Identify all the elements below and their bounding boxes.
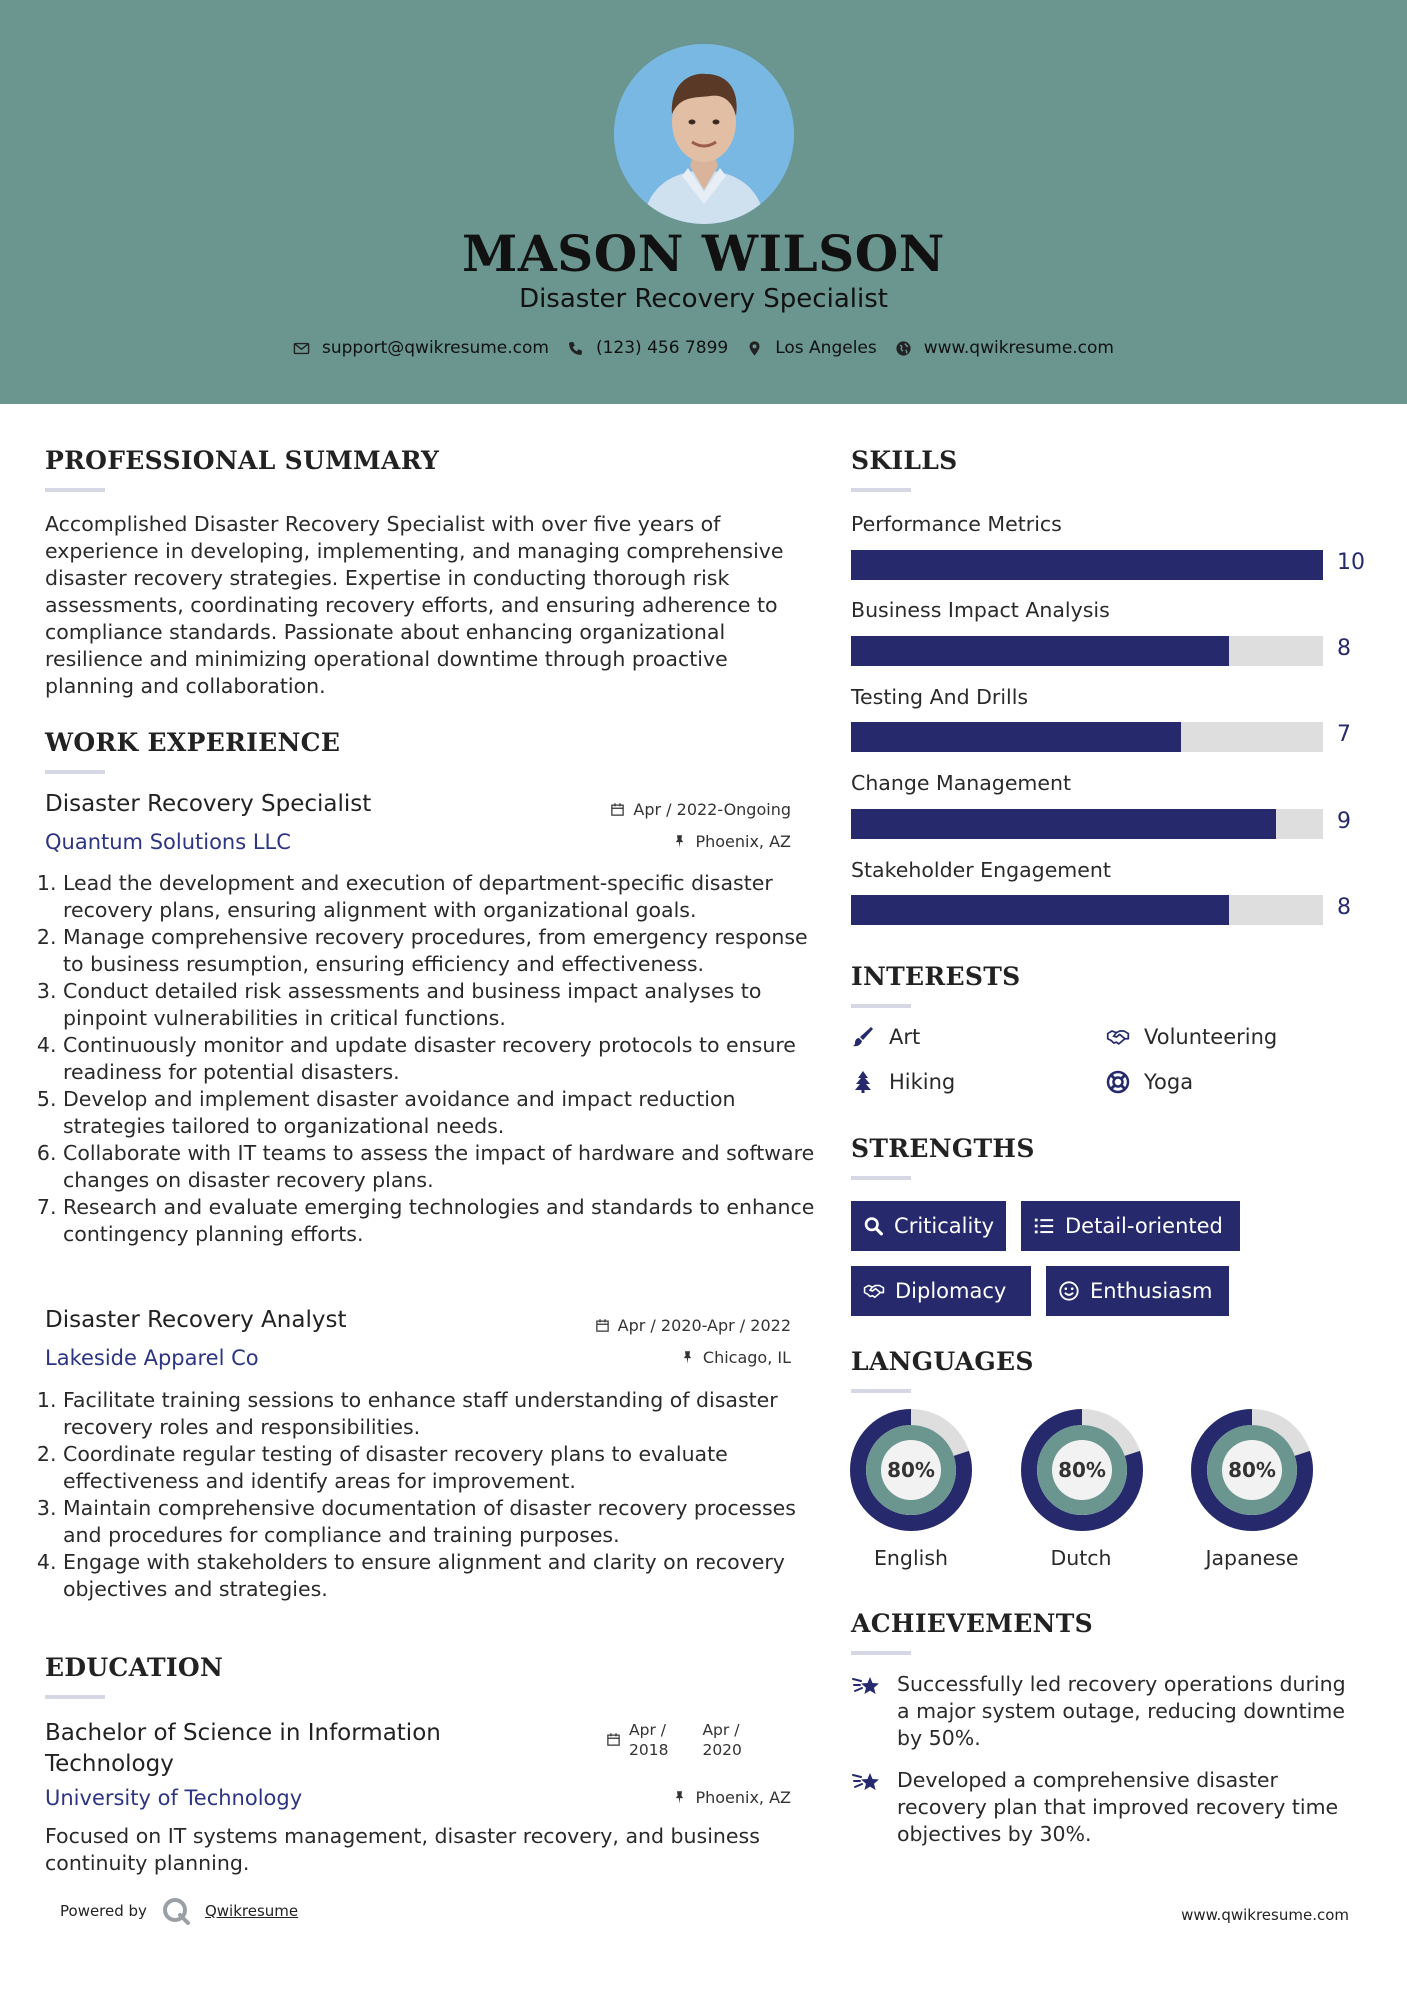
language-name: Dutch bbox=[1050, 1546, 1112, 1570]
achievement-item: Developed a comprehensive disaster recovery plan that improved recovery time objectives by 30%. bbox=[851, 1767, 1361, 1848]
section-divider bbox=[45, 488, 105, 492]
language-name: English bbox=[873, 1546, 949, 1570]
duty-item: 1. Facilitate training sessions to enhance staff understanding of disaster recovery roles and responsibilities. bbox=[63, 1387, 815, 1441]
brand-link[interactable]: Qwikresume bbox=[204, 1902, 299, 1920]
duty-item: 4. Continuously monitor and update disaster recovery protocols to ensure readiness for potential disasters. bbox=[63, 1032, 815, 1086]
duty-item: 3. Maintain comprehensive documentation of disaster recovery processes and procedures for compliance and training purposes. bbox=[63, 1495, 815, 1549]
interest-item: Volunteering bbox=[1106, 1025, 1277, 1049]
skills-heading: SKILLS bbox=[851, 446, 958, 475]
strength-badge: Diplomacy bbox=[851, 1266, 1031, 1316]
language-ring-chart bbox=[1190, 1408, 1314, 1532]
skill-label: Performance Metrics bbox=[851, 512, 1062, 536]
contact-email[interactable] bbox=[293, 338, 549, 358]
duty-item: 6. Collaborate with IT teams to assess the impact of hardware and software changes on disaster recovery plans. bbox=[63, 1140, 815, 1194]
section-divider bbox=[851, 1651, 911, 1655]
interest-item: Yoga bbox=[1106, 1070, 1193, 1094]
language-ring bbox=[849, 1408, 973, 1532]
contact-website[interactable] bbox=[895, 338, 1114, 358]
skill-label: Testing And Drills bbox=[851, 685, 1029, 709]
skill-value: 10 bbox=[1337, 550, 1365, 575]
smile-icon bbox=[1058, 1280, 1080, 1302]
footer-website[interactable]: www.qwikresume.com bbox=[1181, 1906, 1349, 1924]
handshake-icon bbox=[1106, 1025, 1130, 1049]
skill-bar bbox=[851, 636, 1323, 666]
list-icon bbox=[1033, 1215, 1055, 1237]
strength-badge: Criticality bbox=[851, 1201, 1006, 1251]
language-percent: 80% bbox=[1058, 1458, 1106, 1482]
section-divider bbox=[45, 770, 105, 774]
education-heading: EDUCATION bbox=[45, 1653, 224, 1682]
section-divider bbox=[851, 1176, 911, 1180]
phone-text: (123) 456 7899 bbox=[595, 338, 729, 358]
education-dates: Apr / 2018 Apr / 2020 bbox=[606, 1720, 742, 1760]
experience-heading: WORK EXPERIENCE bbox=[45, 728, 341, 757]
language-ring-chart bbox=[849, 1408, 973, 1532]
job-dates: Apr / 2022-Ongoing bbox=[610, 800, 791, 819]
skill-value: 7 bbox=[1337, 722, 1351, 747]
strength-badge: Detail-oriented bbox=[1021, 1201, 1240, 1251]
skill-bar-fill bbox=[851, 895, 1229, 925]
section-divider bbox=[45, 1695, 105, 1699]
job-location: Phoenix, AZ bbox=[672, 832, 791, 851]
calendar-icon bbox=[606, 1732, 621, 1747]
interests-heading: INTERESTS bbox=[851, 962, 1021, 991]
location-text: Los Angeles bbox=[775, 338, 877, 358]
pushpin-icon bbox=[672, 1790, 687, 1805]
skill-bar bbox=[851, 809, 1323, 839]
section-divider bbox=[851, 488, 911, 492]
contact-location bbox=[746, 338, 877, 358]
skill-bar-fill bbox=[851, 722, 1181, 752]
map-pin-icon bbox=[746, 340, 763, 357]
company-name: Quantum Solutions LLC bbox=[45, 830, 291, 854]
job-dates: Apr / 2020-Apr / 2022 bbox=[595, 1316, 791, 1335]
candidate-name: MASON WILSON bbox=[462, 224, 945, 283]
skill-bar-fill bbox=[851, 809, 1276, 839]
email-text: support@qwikresume.com bbox=[322, 338, 549, 358]
duty-item: 1. Lead the development and execution of department-specific disaster recovery plans, ensuring alignment with organizational goals. bbox=[63, 870, 815, 924]
job-duties bbox=[45, 870, 815, 1248]
languages-heading: LANGUAGES bbox=[851, 1347, 1034, 1376]
skill-bar-fill bbox=[851, 550, 1323, 580]
company-name: Lakeside Apparel Co bbox=[45, 1346, 259, 1370]
language-percent: 80% bbox=[887, 1458, 935, 1482]
school-name: University of Technology bbox=[45, 1786, 303, 1810]
skill-value: 8 bbox=[1337, 895, 1351, 920]
job-title: Disaster Recovery Specialist bbox=[45, 791, 372, 817]
search-icon bbox=[863, 1215, 884, 1237]
envelope-icon bbox=[293, 340, 310, 357]
tree-icon bbox=[851, 1070, 875, 1094]
profile-photo bbox=[614, 44, 794, 224]
job-duties bbox=[45, 1387, 815, 1603]
phone-icon bbox=[567, 340, 584, 357]
lifering-icon bbox=[1106, 1070, 1130, 1094]
skill-label: Change Management bbox=[851, 771, 1072, 795]
language-ring-chart bbox=[1020, 1408, 1144, 1532]
education-location: Phoenix, AZ bbox=[672, 1788, 791, 1807]
strength-badge: Enthusiasm bbox=[1046, 1266, 1229, 1316]
website-text: www.qwikresume.com bbox=[923, 338, 1114, 358]
language-ring bbox=[1190, 1408, 1314, 1532]
contact-bar bbox=[0, 338, 1407, 358]
achievements-heading: ACHIEVEMENTS bbox=[851, 1609, 1093, 1638]
section-divider bbox=[851, 1004, 911, 1008]
skill-bar bbox=[851, 895, 1323, 925]
duty-item: 5. Develop and implement disaster avoidance and impact reduction strategies tailored to organizational needs. bbox=[63, 1086, 815, 1140]
resume-header bbox=[0, 0, 1407, 404]
duty-item: 7. Research and evaluate emerging technologies and standards to enhance contingency planning efforts. bbox=[63, 1194, 815, 1248]
skill-bar bbox=[851, 722, 1323, 752]
candidate-title: Disaster Recovery Specialist bbox=[519, 284, 888, 314]
pushpin-icon bbox=[680, 1350, 695, 1365]
duty-item: 4. Engage with stakeholders to ensure alignment and clarity on recovery objectives and strategies. bbox=[63, 1549, 815, 1603]
skill-label: Stakeholder Engagement bbox=[851, 858, 1111, 882]
skill-label: Business Impact Analysis bbox=[851, 598, 1110, 622]
calendar-icon bbox=[595, 1318, 610, 1333]
contact-phone[interactable] bbox=[567, 338, 728, 358]
interest-item: Art bbox=[851, 1025, 920, 1049]
education-description: Focused on IT systems management, disaster recovery, and business continuity planning. bbox=[45, 1824, 760, 1875]
summary-heading: PROFESSIONAL SUMMARY bbox=[45, 446, 440, 475]
section-divider bbox=[851, 1389, 911, 1393]
skill-value: 9 bbox=[1337, 809, 1351, 834]
skill-bar-fill bbox=[851, 636, 1229, 666]
handshake-icon bbox=[863, 1280, 885, 1302]
shooting-star-icon bbox=[851, 1765, 883, 1797]
degree-title: Bachelor of Science in Information Technology bbox=[45, 1720, 441, 1777]
globe-icon bbox=[895, 340, 912, 357]
paint-brush-icon bbox=[851, 1025, 875, 1049]
pushpin-icon bbox=[672, 834, 687, 849]
strengths-heading: STRENGTHS bbox=[851, 1134, 1035, 1163]
summary-text: Accomplished Disaster Recovery Specialist with over five years of experience in developing, implementing, and managing comprehensive disaster recovery strategies. Expertise in conducting thorough risk assessments, coordinating recovery efforts, and ensuring adherence to compliance standards. Passionate about enhancing organizational resilience and minimizing operational downtime through proactive planning and collaboration. bbox=[45, 512, 784, 698]
skill-bar bbox=[851, 550, 1323, 580]
qwikresume-logo-icon bbox=[161, 1896, 191, 1926]
job-title: Disaster Recovery Analyst bbox=[45, 1307, 347, 1333]
shooting-star-icon bbox=[851, 1669, 883, 1701]
calendar-icon bbox=[610, 802, 625, 817]
job-location: Chicago, IL bbox=[680, 1348, 791, 1367]
language-name: Japanese bbox=[1205, 1546, 1299, 1570]
interest-item: Hiking bbox=[851, 1070, 955, 1094]
duty-item: 2. Coordinate regular testing of disaster recovery plans to evaluate effectiveness and identify areas for improvement. bbox=[63, 1441, 815, 1495]
achievement-item: Successfully led recovery operations during a major system outage, reducing downtime by 50%. bbox=[851, 1671, 1361, 1752]
duty-item: 2. Manage comprehensive recovery procedures, from emergency response to business resumption, ensuring efficiency and effectiveness. bbox=[63, 924, 815, 978]
duty-item: 3. Conduct detailed risk assessments and business impact analyses to pinpoint vulnerabilities in critical functions. bbox=[63, 978, 815, 1032]
footer-powered-by: Powered by Qwikresume bbox=[60, 1896, 298, 1926]
language-ring bbox=[1020, 1408, 1144, 1532]
language-percent: 80% bbox=[1228, 1458, 1276, 1482]
skill-value: 8 bbox=[1337, 636, 1351, 661]
